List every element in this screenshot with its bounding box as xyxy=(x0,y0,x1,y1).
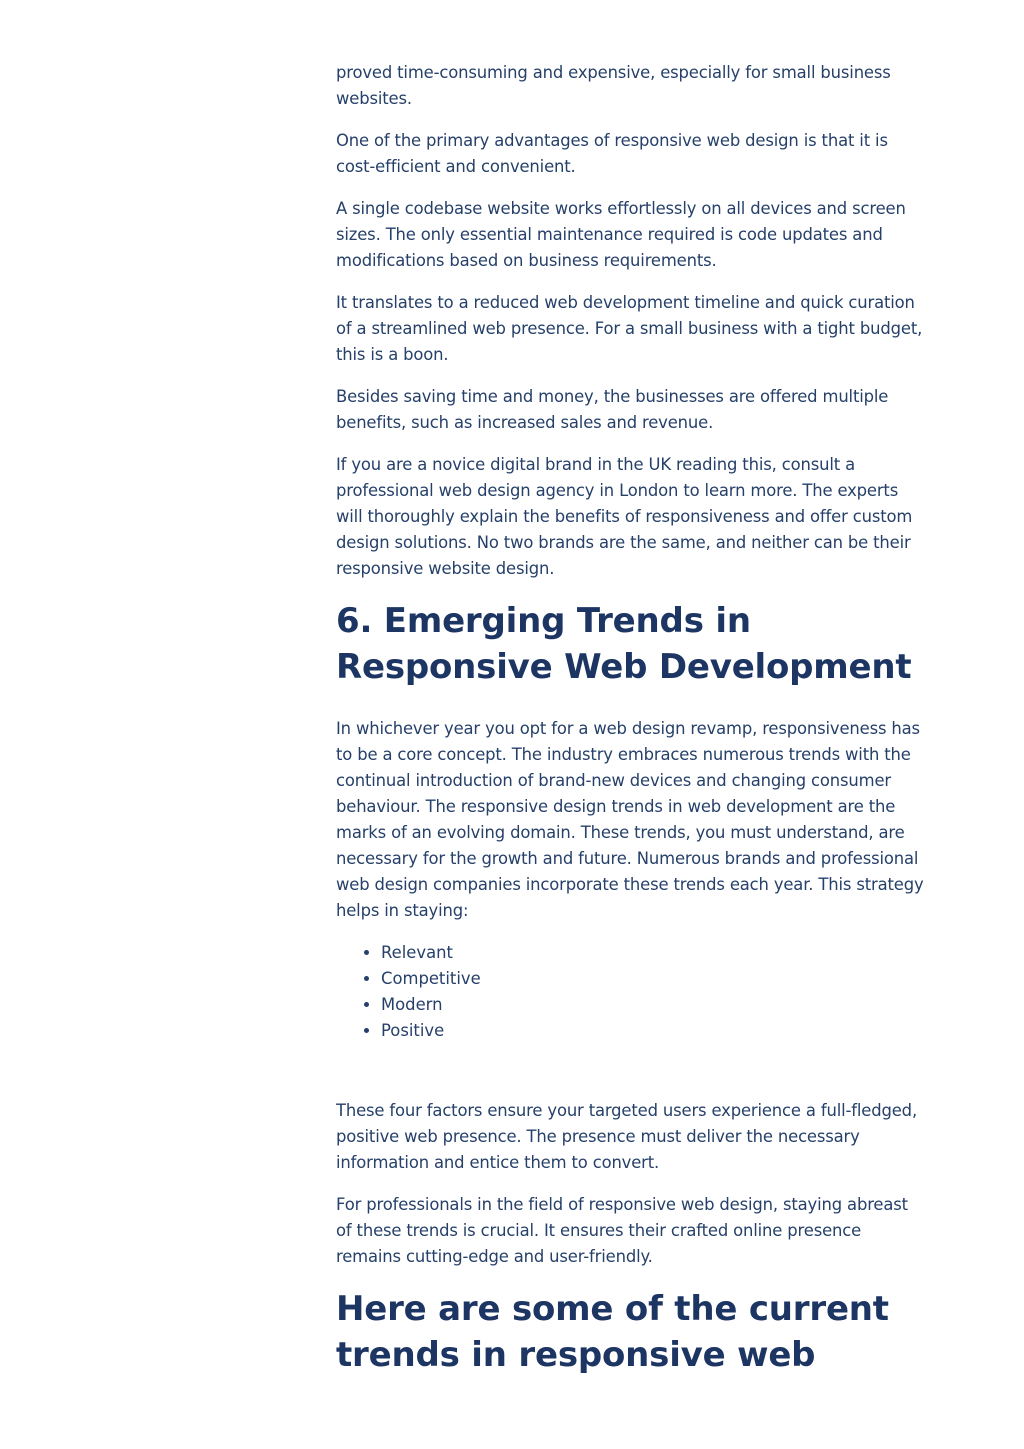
article-body xyxy=(336,60,928,1404)
section-heading-current-trends: Here are some of the current trends in responsive web xyxy=(336,1289,889,1375)
paragraph-reduced-timeline: It translates to a reduced web development timeline and quick curation of a streamlined web presence. For a small business with a tight budget, this is a boon. xyxy=(336,293,923,364)
paragraph-cost-intro: proved time-consuming and expensive, especially for small business websites. xyxy=(336,63,891,108)
paragraph-single-codebase: A single codebase website works effortlessly on all devices and screen sizes. The only essential maintenance required is code updates and modifications based on business requirements. xyxy=(336,199,906,270)
staying-list xyxy=(336,940,928,1044)
paragraph-primary-advantage: One of the primary advantages of responsive web design is that it is cost-efficient and convenient. xyxy=(336,131,888,176)
paragraph-benefits: Besides saving time and money, the businesses are offered multiple benefits, such as increased sales and revenue. xyxy=(336,387,889,432)
list-item: • Modern xyxy=(381,992,928,1018)
section-heading-emerging-trends: 6. Emerging Trends in Responsive Web Development xyxy=(336,601,912,687)
list-item: • Competitive xyxy=(381,966,928,992)
paragraph-four-factors: These four factors ensure your targeted users experience a full-fledged, positive web presence. The presence must deliver the necessary information and entice them to convert. xyxy=(336,1101,917,1172)
paragraph-professionals: For professionals in the field of responsive web design, staying abreast of these trends is crucial. It ensures their crafted online presence remains cutting-edge and user-friendly. xyxy=(336,1195,908,1266)
list-item: • Relevant xyxy=(381,940,928,966)
list-item: • Positive xyxy=(381,1018,928,1044)
paragraph-consult-agency: If you are a novice digital brand in the UK reading this, consult a professional web design agency in London to learn more. The experts will thoroughly explain the benefits of responsiveness and offer custom design solutions. No two brands are the same, and neither can be their responsive website design. xyxy=(336,455,913,578)
paragraph-trends-intro: In whichever year you opt for a web design revamp, responsiveness has to be a core concept. The industry embraces numerous trends with the continual introduction of brand-new devices and changing consumer behaviour. The responsive design trends in web development are the marks of an evolving domain. These trends, you must understand, are necessary for the growth and future. Numerous brands and professional web design companies incorporate these trends each year. This strategy helps in staying: xyxy=(336,719,924,920)
